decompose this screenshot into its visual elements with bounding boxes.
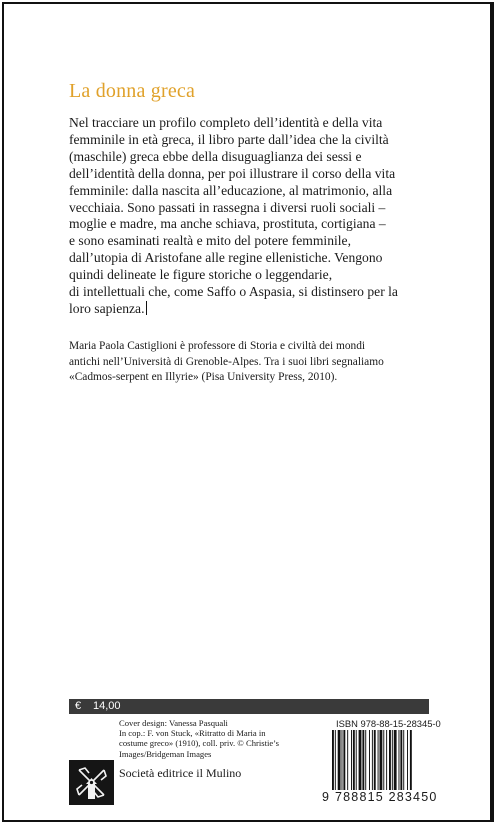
blurb-line: femminile: dalla nascita all’educazione, al matrimonio, alla [69,182,393,198]
text-cursor-icon [146,301,147,315]
credits-line: Images/Bridgeman Images [119,748,212,759]
cover-credits [119,718,324,759]
blurb-line: dell’identità della donna, per poi illustrare il corso della vita [69,165,396,181]
barcode-digit-groups: 788815 283450 [335,790,438,804]
blurb-line: quindi delineate le figure storiche o leggendarie, [69,267,333,283]
author-bio [69,339,459,386]
blurb-line: e sono esaminati realtà e mito del potere femminile, [69,233,351,249]
blurb-line: moglie e madre, ma anche schiava, prostituta, cortigiana – [69,216,386,232]
blurb-line: (maschile) greca ebbe della disuguaglianza dei sessi e [69,148,362,164]
book-blurb [69,115,439,318]
price-currency: € [75,700,82,712]
blurb-line: di intellettuali che, come Saffo o Aspasia, si distinsero per la [69,284,398,300]
blurb-last-line [69,301,439,318]
blurb-line: vecchiaia. Sono passati in rassegna i diversi ruoli sociali – [69,199,386,215]
barcode-first-digit: 9 [322,790,331,804]
price-bar [69,699,429,714]
blurb-line: loro sapienza. [69,300,145,316]
isbn-label: ISBN 978-88-15-28345-0 [336,718,441,729]
publisher-name: Società editrice il Mulino [119,766,242,780]
credits-line: Cover design: Vanessa Pasquali [119,718,228,728]
barcode-digits [322,790,462,804]
credits-line: costume greco» (1910), coll. priv. © Christie’s [119,738,279,749]
bio-line: antichi nell’Università di Grenoble-Alpes. Tra i suoi libri segnaliamo [69,355,384,368]
price-value: 14,00 [93,700,121,712]
blurb-line: dall’utopia di Aristofane alle regine ellenistiche. Vengono [69,250,383,266]
windmill-icon [69,760,114,805]
bio-line: «Cadmos-serpent en Illyrie» (Pisa University Press, 2010). [69,371,338,383]
book-title: La donna greca [69,80,196,102]
bio-line: Maria Paola Castiglioni è professore di Storia e civiltà dei mondi [69,340,366,352]
blurb-line: Nel tracciare un profilo completo dell’identità e della vita [69,115,383,130]
blurb-line: femminile in età greca, il libro parte dall’idea che la civiltà [69,131,389,147]
credits-line: In cop.: F. von Stuck, «Ritratto di Maria in [119,728,266,739]
